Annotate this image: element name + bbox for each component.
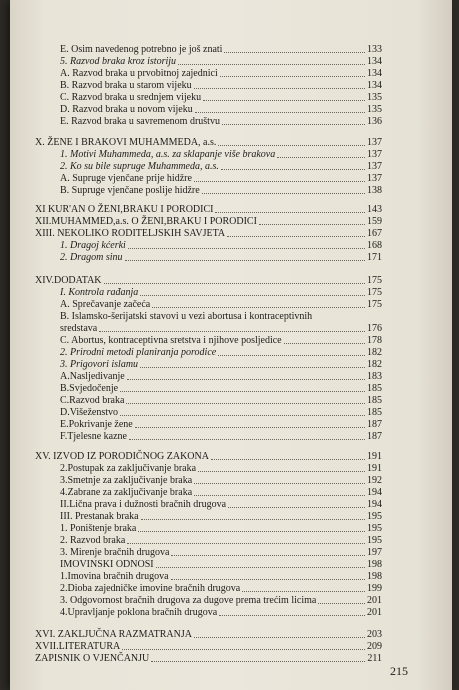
dot-leader — [228, 507, 365, 508]
dot-leader — [126, 403, 365, 404]
toc-entry — [60, 347, 382, 358]
toc-entry-title: B. Islamsko-šerijatski stavovi u vezi abortusa i kontraceptivnih — [60, 311, 313, 322]
toc-entry-title: C. Razvod braka u srednjem vijeku — [60, 92, 202, 103]
dot-leader — [135, 427, 365, 428]
book-page — [10, 0, 452, 690]
toc-entry-page: 198 — [367, 571, 382, 582]
toc-entry — [60, 419, 382, 430]
dot-leader — [222, 124, 365, 125]
toc-entry — [60, 583, 382, 594]
toc-entry — [35, 216, 382, 227]
toc-entry-title: XIII. NEKOLIKO RODITELJSKIH SAVJETA — [35, 228, 226, 239]
toc-entry — [60, 323, 382, 334]
toc-entry-title: 2. Dragom sinu — [60, 252, 123, 263]
toc-entry-title: XVII.LITERATURA — [35, 641, 121, 652]
toc-entry-page: 185 — [367, 395, 382, 406]
toc-entry-page: 185 — [367, 407, 382, 418]
dot-leader — [227, 236, 365, 237]
toc-entry — [35, 451, 382, 462]
dot-leader — [140, 367, 365, 368]
toc-entry-title: E. Razvod braka u savremenom društvu — [60, 116, 220, 127]
dot-leader — [219, 615, 365, 616]
toc-entry — [60, 607, 382, 618]
toc-entry-page: 137 — [367, 137, 382, 148]
toc-entry — [60, 383, 382, 394]
toc-entry-page: 199 — [367, 583, 382, 594]
dot-leader — [156, 567, 365, 568]
toc-entry-title: XI KUR'AN O ŽENI,BRAKU I PORODICI — [35, 204, 214, 215]
toc-entry-page: 133 — [367, 44, 382, 55]
toc-entry-page: 134 — [367, 56, 382, 67]
toc-entry — [60, 311, 382, 322]
dot-leader — [224, 52, 365, 53]
toc-entry-page: 136 — [367, 116, 382, 127]
toc-entry-page: 197 — [367, 547, 382, 558]
toc-entry-page: 194 — [367, 499, 382, 510]
toc-entry-page: 195 — [367, 535, 382, 546]
toc-entry-page: 203 — [367, 629, 382, 640]
toc-entry-page: 192 — [367, 475, 382, 486]
toc-entry-page: 167 — [367, 228, 382, 239]
toc-entry-page: 198 — [367, 559, 382, 570]
toc-entry-page: 191 — [367, 463, 382, 474]
dot-leader — [125, 260, 365, 261]
dot-leader — [127, 379, 365, 380]
dot-leader — [171, 555, 365, 556]
toc-entry-page: 143 — [367, 204, 382, 215]
toc-entry-title: 2.Dioba zajedničke imovine bračnih drugova — [60, 583, 241, 594]
dot-leader — [211, 459, 365, 460]
toc-entry — [35, 653, 382, 664]
toc-entry-title: D. Razvod braka u novom vijeku — [60, 104, 193, 115]
dot-leader — [218, 145, 365, 146]
toc-entry-page: 171 — [367, 252, 382, 263]
toc-entry — [60, 68, 382, 79]
dot-leader — [194, 495, 365, 496]
toc-entry — [60, 571, 382, 582]
toc-entry-title: X. ŽENE I BRAKOVI MUHAMMEDA, a.s. — [35, 137, 217, 148]
dot-leader — [194, 88, 365, 89]
toc-entry-page: 175 — [367, 275, 382, 286]
toc-entry-page: 135 — [367, 92, 382, 103]
toc-entry-title: XII.MUHAMMED,a.s. O ŽENI,BRAKU I PORODICI — [35, 216, 257, 227]
toc-entry-title: A. Sprečavanje začeća — [60, 299, 151, 310]
dot-leader — [203, 100, 365, 101]
toc-entry-title: II.Lična prava i dužnosti bračnih drugova — [60, 499, 227, 510]
toc-entry-page: 185 — [367, 383, 382, 394]
toc-entry-title: 1. Dragoj kćerki — [60, 240, 126, 251]
toc-entry-page: 159 — [367, 216, 382, 227]
toc-entry-page: 209 — [367, 641, 382, 652]
toc-entry-title: XIV.DODATAK — [35, 275, 102, 286]
toc-entry-page: 168 — [367, 240, 382, 251]
toc-entry — [60, 475, 382, 486]
toc-entry-page: 135 — [367, 104, 382, 115]
toc-entry — [60, 80, 382, 91]
toc-entry — [60, 92, 382, 103]
toc-entry-title: 2.Postupak za zaključivanje braka — [60, 463, 197, 474]
dot-leader — [141, 519, 365, 520]
toc-entry — [60, 56, 382, 67]
dot-leader — [99, 331, 365, 332]
toc-entry — [60, 185, 382, 196]
toc-entry-title: E. Osim navedenog potrebno je još znati — [60, 44, 223, 55]
toc-entry — [60, 559, 382, 570]
toc-entry-title: 1.Imovina bračnih drugova — [60, 571, 169, 582]
dot-leader — [151, 661, 365, 662]
toc-entry-page: 137 — [367, 149, 382, 160]
toc-entry — [60, 595, 382, 606]
toc-entry-title: C.Razvod braka — [60, 395, 125, 406]
toc-entry-title: D.Višeženstvo — [60, 407, 118, 418]
toc-entry-title: 2. Prirodni metodi planiranja porodice — [60, 347, 217, 358]
toc-entry-page: 194 — [367, 487, 382, 498]
toc-entry-title: 2. Ko su bile supruge Muhammeda, a.s. — [60, 161, 219, 172]
toc-entry-page: 191 — [367, 451, 382, 462]
toc-entry — [60, 395, 382, 406]
toc-entry-title: 3.Smetnje za zaključivanje braka — [60, 475, 193, 486]
toc-entry-page: 183 — [367, 371, 382, 382]
toc-entry-page: 211 — [367, 653, 382, 664]
toc-entry-page: 175 — [367, 287, 382, 298]
toc-entry — [60, 371, 382, 382]
dot-leader — [202, 193, 365, 194]
toc-entry — [60, 407, 382, 418]
toc-entry — [60, 287, 382, 298]
toc-entry — [35, 204, 382, 215]
toc-entry — [60, 431, 382, 442]
dot-leader — [129, 439, 365, 440]
dot-leader — [171, 579, 365, 580]
toc-entry-page: 175 — [367, 299, 382, 310]
dot-leader — [284, 343, 365, 344]
toc-entry — [60, 359, 382, 370]
toc-entry-title: XVI. ZAKLJUČNA RAZMATRANJA — [35, 629, 192, 640]
dot-leader — [138, 531, 365, 532]
toc-entry — [35, 137, 382, 148]
dot-leader — [194, 637, 365, 638]
dot-leader — [198, 471, 365, 472]
dot-leader — [242, 591, 365, 592]
toc-entry-title: IMOVINSKI ODNOSI — [60, 559, 154, 570]
toc-entry-page: 134 — [367, 80, 382, 91]
dot-leader — [120, 415, 365, 416]
toc-entry-page: 176 — [367, 323, 382, 334]
page-number: 215 — [390, 664, 408, 678]
toc-entry — [35, 228, 382, 239]
toc-entry-title: 1. Poništenje braka — [60, 523, 137, 534]
toc-entry — [60, 335, 382, 346]
toc-entry-title: XV. IZVOD IZ PORODIČNOG ZAKONA — [35, 451, 209, 462]
dot-leader — [178, 64, 365, 65]
toc-entry-page: 187 — [367, 431, 382, 442]
toc-entry-title: B.Svjedočenje — [60, 383, 119, 394]
toc-entry-title: B. Supruge vjenčane poslije hidžre — [60, 185, 200, 196]
toc-entry-page: 201 — [367, 607, 382, 618]
toc-entry-title: ZAPISNIK O VJENČANJU — [35, 653, 150, 664]
toc-entry — [60, 116, 382, 127]
toc-entry-title: C. Abortus, kontraceptivna sretstva i njihove posljedice — [60, 335, 282, 346]
dot-leader — [318, 603, 365, 604]
toc-entry — [60, 161, 382, 172]
toc-entry-page: 137 — [367, 161, 382, 172]
toc-entry — [60, 252, 382, 263]
toc-entry-page: 178 — [367, 335, 382, 346]
toc-entry-page: 195 — [367, 511, 382, 522]
dot-leader — [127, 543, 365, 544]
toc-entry-title: sredstava — [60, 323, 98, 334]
toc-entry-title: III. Prestanak braka — [60, 511, 139, 522]
toc-entry-title: 1. Motivi Muhammeda, a.s. za sklapanje više brakova — [60, 149, 276, 160]
toc-entry — [60, 104, 382, 115]
dot-leader — [120, 391, 365, 392]
toc-entry-title: 2. Razvod braka — [60, 535, 126, 546]
toc-entry-title: E.Pokrivanje žene — [60, 419, 133, 430]
toc-entry — [60, 173, 382, 184]
dot-leader — [215, 212, 365, 213]
toc-entry-title: B. Razvod braka u starom vijeku — [60, 80, 192, 91]
dot-leader — [104, 283, 365, 284]
toc-entry-title: 4.Upravljanje poklona bračnih drugova — [60, 607, 218, 618]
dot-leader — [195, 112, 365, 113]
toc-entry — [35, 275, 382, 286]
toc-entry — [60, 511, 382, 522]
dot-leader — [140, 295, 365, 296]
toc-entry-title: 3. Odgovornost bračnih drugova za dugove prema trećim licima — [60, 595, 317, 606]
dot-leader — [221, 169, 365, 170]
dot-leader — [194, 181, 365, 182]
toc-entry-title: 3. Prigovori islamu — [60, 359, 139, 370]
toc-entry — [60, 535, 382, 546]
dot-leader — [194, 483, 365, 484]
toc-entry-page: 138 — [367, 185, 382, 196]
toc-entry — [60, 499, 382, 510]
dot-leader — [128, 248, 365, 249]
toc-entry-page: 182 — [367, 347, 382, 358]
toc-entry — [60, 149, 382, 160]
toc-entry-title: A. Supruge vjenčane prije hidžre — [60, 173, 192, 184]
toc-entry-page: 187 — [367, 419, 382, 430]
toc-entry-title: 5. Razvod braka kroz istoriju — [60, 56, 177, 67]
toc-entry-title: 4.Zabrane za zaključivanje braka — [60, 487, 193, 498]
toc-entry-page: 201 — [367, 595, 382, 606]
toc-entry-title: A.Nasljedivanje — [60, 371, 125, 382]
toc-entry-title: F.Tjelesne kazne — [60, 431, 127, 442]
dot-leader — [220, 76, 365, 77]
toc-entry-page: 195 — [367, 523, 382, 534]
dot-leader — [122, 649, 365, 650]
toc-entry-page: 134 — [367, 68, 382, 79]
dot-leader — [152, 307, 365, 308]
toc-entry-page: 182 — [367, 359, 382, 370]
toc-entry — [60, 240, 382, 251]
dot-leader — [259, 224, 365, 225]
dot-leader — [277, 157, 365, 158]
toc-entry-title: 3. Mirenje bračnih drugova — [60, 547, 170, 558]
toc-entry — [35, 641, 382, 652]
toc-entry — [60, 463, 382, 474]
toc-entry — [60, 44, 382, 55]
toc-entry — [35, 629, 382, 640]
toc-entry — [60, 487, 382, 498]
toc-entry-title: I. Kontrola rađanja — [60, 287, 139, 298]
dot-leader — [218, 355, 365, 356]
toc-entry — [60, 299, 382, 310]
toc-entry — [60, 547, 382, 558]
toc-entry — [60, 523, 382, 534]
toc-entry-title: A. Razvod braka u prvobitnoj zajednici — [60, 68, 218, 79]
toc-entry-page: 137 — [367, 173, 382, 184]
